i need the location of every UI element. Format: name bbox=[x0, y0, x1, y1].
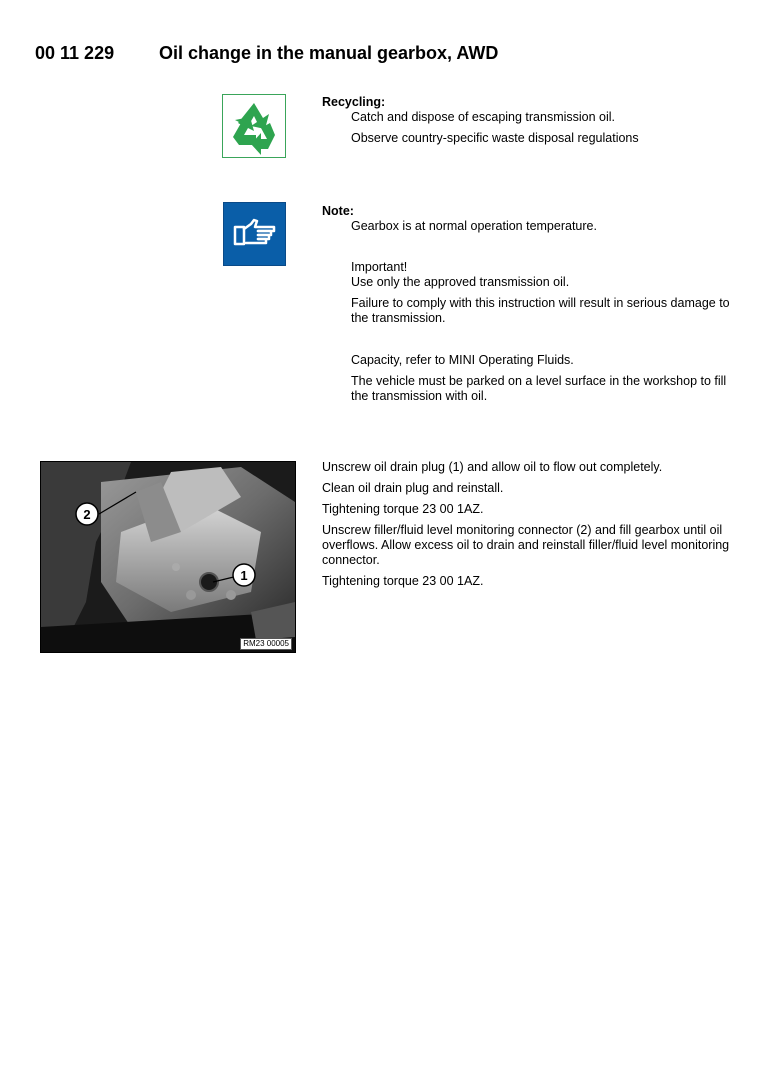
step-text: Clean oil drain plug and reinstall. bbox=[322, 481, 504, 495]
recycling-icon bbox=[222, 94, 286, 158]
callout-2: 2 bbox=[83, 507, 91, 522]
steps-block bbox=[322, 460, 740, 595]
important-line: Failure to comply with this instruction will result in serious damage to the transmission. bbox=[351, 296, 730, 325]
document-title: Oil change in the manual gearbox, AWD bbox=[159, 43, 499, 63]
step-text: Tightening torque 23 00 1AZ. bbox=[322, 574, 484, 588]
important-line: Use only the approved transmission oil. bbox=[351, 275, 570, 289]
note-line: Gearbox is at normal operation temperature. bbox=[351, 219, 597, 233]
important-label: Important! bbox=[351, 260, 408, 274]
capacity-line: Capacity, refer to MINI Operating Fluids. bbox=[351, 353, 574, 367]
pointing-hand-icon bbox=[223, 202, 286, 266]
recycling-line: Catch and dispose of escaping transmission oil. bbox=[351, 110, 616, 124]
document-number: 00 11 229 bbox=[35, 43, 115, 63]
step-text: Tightening torque 23 00 1AZ. bbox=[322, 502, 484, 516]
note-heading: Note: bbox=[322, 204, 354, 218]
page-title bbox=[35, 43, 498, 64]
recycling-line: Observe country-specific waste disposal regulations bbox=[351, 131, 639, 145]
parking-line: The vehicle must be parked on a level surface in the workshop to fill the transmission with oil. bbox=[351, 374, 727, 403]
callout-1: 1 bbox=[240, 568, 248, 583]
gearbox-photo bbox=[40, 461, 296, 653]
note-block bbox=[322, 204, 740, 410]
step-text: Unscrew filler/fluid level monitoring connector (2) and fill gearbox until oil overflows. Allow excess oil to drain and reinstall filler/fluid level monitoring connector. bbox=[322, 523, 730, 567]
figure-label: RM23 00005 bbox=[240, 638, 292, 650]
recycling-block bbox=[322, 95, 639, 152]
step-text: Unscrew oil drain plug (1) and allow oil to flow out completely. bbox=[322, 460, 663, 474]
recycling-heading: Recycling: bbox=[322, 95, 386, 109]
